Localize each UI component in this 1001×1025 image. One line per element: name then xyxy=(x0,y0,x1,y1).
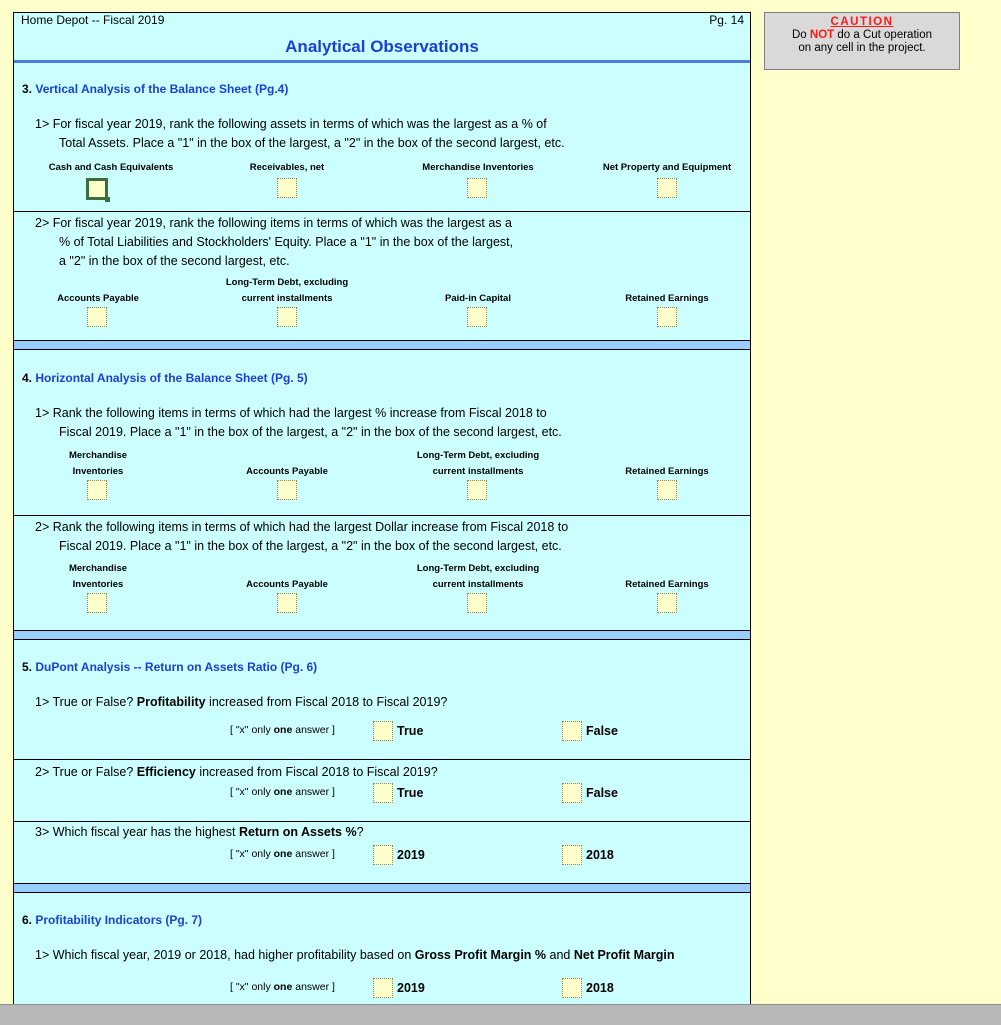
label-net-property: Net Property and Equipment xyxy=(602,162,732,173)
label-ltd-2: current installments xyxy=(432,466,524,477)
s4-q1-rank-merch[interactable] xyxy=(87,480,107,500)
s6-q1-2019-box[interactable] xyxy=(373,978,393,998)
s3-q2-rank-ltd[interactable] xyxy=(277,307,297,327)
page-title: Analytical Observations xyxy=(285,37,479,56)
s4-q1-rank-ap[interactable] xyxy=(277,480,297,500)
s4-q2-text: 2> Rank the following items in terms of which had the largest Dollar increase from Fiscal 2018 to Fiscal 2019. Place a "1" in the box of the largest, a "2" in the box of the second largest, etc. xyxy=(35,520,569,553)
divider xyxy=(14,821,750,822)
label-merch-inv: Merchandise Inventories xyxy=(422,162,534,173)
s4-q2-rank-retained[interactable] xyxy=(657,593,677,613)
section-3-title: 3. Vertical Analysis of the Balance Sheet (Pg.4) xyxy=(22,82,289,96)
s5-q1-hint: [ "x" only one answer ] xyxy=(230,724,335,736)
page-number: Pg. 14 xyxy=(709,13,744,27)
label-retained: Retained Earnings xyxy=(625,293,709,304)
s4-q1-rank-retained[interactable] xyxy=(657,480,677,500)
s4-q1-text: 1> Rank the following items in terms of which had the largest % increase from Fiscal 2018 to Fiscal 2019. Place a "1" in the box of the largest, a "2" in the box of the second largest, etc. xyxy=(35,406,562,439)
s4-q2-rank-ltd[interactable] xyxy=(467,593,487,613)
label-ap: Accounts Payable xyxy=(57,293,139,304)
caution-line-1: Do NOT do a Cut operation xyxy=(791,29,932,41)
s5-q2-false-label: False xyxy=(586,786,618,800)
label-merch-2: Inventories xyxy=(72,579,124,590)
s3-q1-text: 1> For fiscal year 2019, rank the following assets in terms of which was the largest as a % of Total Assets. Place a "1" in the box of the largest, a "2" in the box of the second largest, etc. xyxy=(35,117,565,150)
s5-q2-text: 2> True or False? Efficiency increased from Fiscal 2018 to Fiscal 2019? xyxy=(35,765,438,779)
label-ltd-1: Long-Term Debt, excluding xyxy=(225,277,349,288)
s3-q1-rank-merch[interactable] xyxy=(467,178,487,198)
s4-q2-rank-merch[interactable] xyxy=(87,593,107,613)
section-6-title: 6. Profitability Indicators (Pg. 7) xyxy=(22,913,203,927)
s6-q1-2018-label: 2018 xyxy=(586,981,614,995)
s5-q3-2019-label: 2019 xyxy=(397,848,425,862)
label-retained: Retained Earnings xyxy=(625,579,709,590)
s5-q3-2018-label: 2018 xyxy=(586,848,614,862)
s3-q1-rank-cash[interactable] xyxy=(86,178,108,200)
s5-q2-false-box[interactable] xyxy=(562,783,582,803)
s6-q1-2018-box[interactable] xyxy=(562,978,582,998)
label-ap: Accounts Payable xyxy=(246,579,328,590)
section-4-title: 4. Horizontal Analysis of the Balance Sheet (Pg. 5) xyxy=(22,371,308,385)
s4-q1-rank-ltd[interactable] xyxy=(467,480,487,500)
label-merch-2: Inventories xyxy=(72,466,124,477)
s4-q2-rank-ap[interactable] xyxy=(277,593,297,613)
s3-q2-rank-ap[interactable] xyxy=(87,307,107,327)
s5-q1-text: 1> True or False? Profitability increased from Fiscal 2018 to Fiscal 2019? xyxy=(35,695,448,709)
section-separator xyxy=(14,883,750,893)
s3-q2-rank-paidin[interactable] xyxy=(467,307,487,327)
label-ltd-1: Long-Term Debt, excluding xyxy=(416,450,540,461)
s6-q1-hint: [ "x" only one answer ] xyxy=(230,981,335,993)
caution-note xyxy=(764,12,960,70)
section-5-title: 5. DuPont Analysis -- Return on Assets Ratio (Pg. 6) xyxy=(22,660,318,674)
s5-q3-hint: [ "x" only one answer ] xyxy=(230,848,335,860)
label-merch-1: Merchandise xyxy=(68,450,128,461)
title-underline xyxy=(14,60,750,63)
s5-q3-text: 3> Which fiscal year has the highest Return on Assets %? xyxy=(35,825,364,839)
s5-q2-true-label: True xyxy=(397,786,424,800)
label-cash: Cash and Cash Equivalents xyxy=(48,162,174,173)
s3-q1-rank-receivables[interactable] xyxy=(277,178,297,198)
label-ltd-2: current installments xyxy=(432,579,524,590)
s5-q3-2018-box[interactable] xyxy=(562,845,582,865)
divider xyxy=(14,759,750,760)
caution-title: CAUTION xyxy=(830,16,894,28)
s5-q1-false-box[interactable] xyxy=(562,721,582,741)
header-left: Home Depot -- Fiscal 2019 xyxy=(21,13,165,27)
s5-q3-2019-box[interactable] xyxy=(373,845,393,865)
label-receivables: Receivables, net xyxy=(249,162,325,173)
divider xyxy=(14,211,750,212)
s3-q2-text: 2> For fiscal year 2019, rank the following items in terms of which was the largest as a % of Total Liabilities and Stockholders' Equity. Place a "1" in the box of the largest, a "2" in the box of the second largest, etc. xyxy=(35,216,514,268)
section-separator xyxy=(14,340,750,350)
divider xyxy=(14,515,750,516)
label-ap: Accounts Payable xyxy=(246,466,328,477)
s5-q2-hint: [ "x" only one answer ] xyxy=(230,786,335,798)
caution-line-2: on any cell in the project. xyxy=(798,42,926,54)
s5-q1-true-box[interactable] xyxy=(373,721,393,741)
label-ltd-2: current installments xyxy=(241,293,333,304)
s5-q2-true-box[interactable] xyxy=(373,783,393,803)
label-retained: Retained Earnings xyxy=(625,466,709,477)
s6-q1-text: 1> Which fiscal year, 2019 or 2018, had higher profitability based on Gross Profit Margin % and Net Profit Margin xyxy=(35,948,675,962)
s5-q1-false-label: False xyxy=(586,724,618,738)
section-separator xyxy=(14,630,750,640)
s3-q2-rank-retained[interactable] xyxy=(657,307,677,327)
label-ltd-1: Long-Term Debt, excluding xyxy=(416,563,540,574)
s6-q1-2019-label: 2019 xyxy=(397,981,425,995)
sheet-bottom-bar xyxy=(0,1004,1001,1025)
s5-q1-true-label: True xyxy=(397,724,424,738)
label-paid-in: Paid-in Capital xyxy=(445,293,511,304)
label-merch-1: Merchandise xyxy=(68,563,128,574)
worksheet xyxy=(13,12,751,1016)
s3-q1-rank-property[interactable] xyxy=(657,178,677,198)
